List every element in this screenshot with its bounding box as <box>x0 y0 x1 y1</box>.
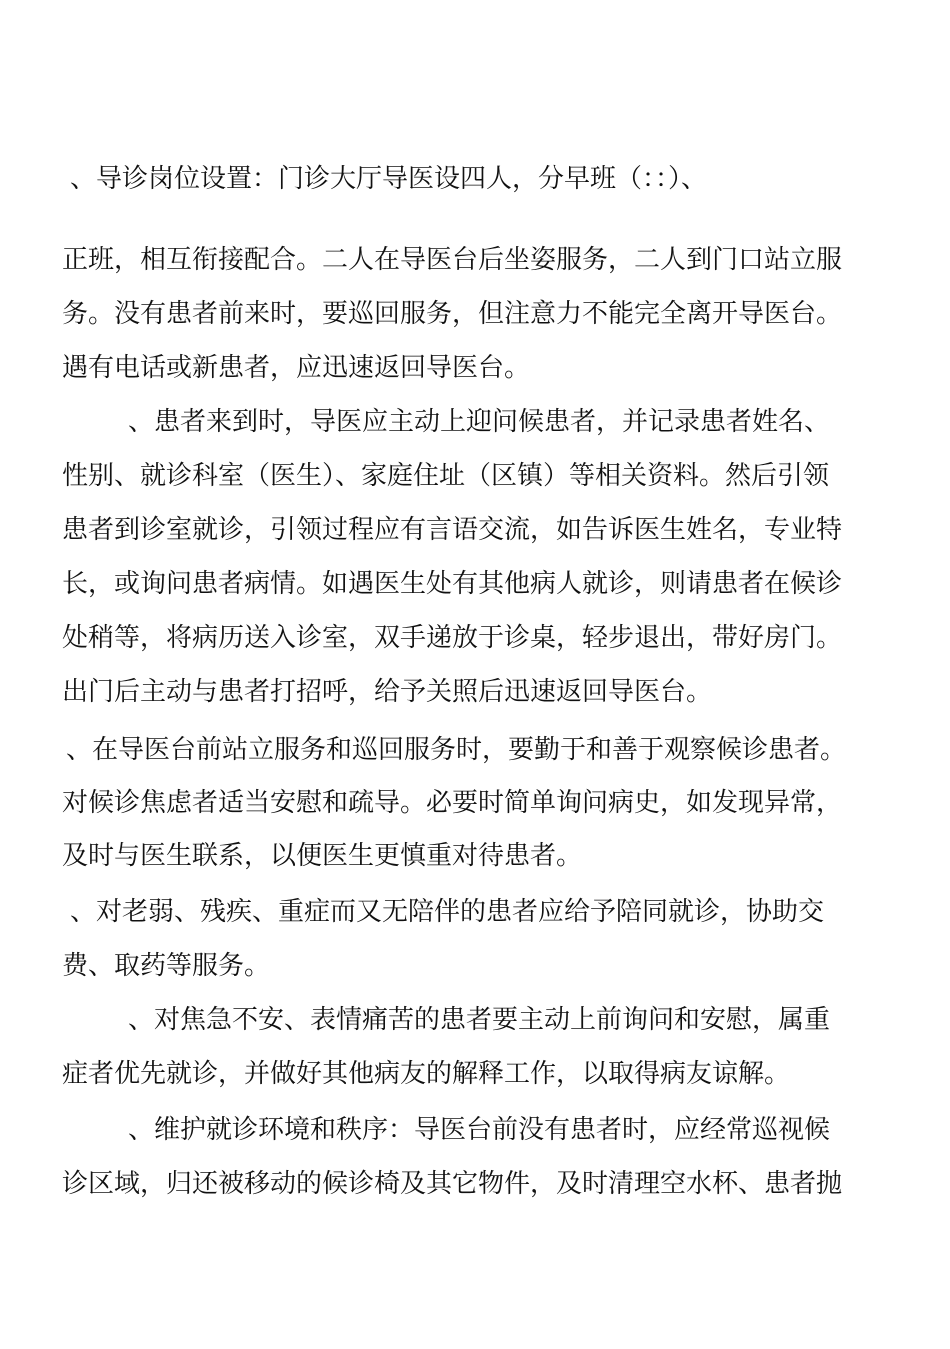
paragraph-1-line-4: 遇有电话或新患者，应迅速返回导医台。 <box>62 353 531 383</box>
paragraph-3-line-1: 、在导医台前站立服务和巡回服务时，要勤于和善于观察候诊患者。 <box>66 735 847 765</box>
paragraph-3-line-2: 对候诊焦虑者适当安慰和疏导。必要时简单询问病史，如发现异常， <box>62 788 843 818</box>
paragraph-6-line-1: 、维护就诊环境和秩序：导医台前没有患者时，应经常巡视候 <box>128 1115 831 1145</box>
paragraph-2-line-3: 患者到诊室就诊，引领过程应有言语交流，如告诉医生姓名，专业特 <box>62 515 843 545</box>
paragraph-2-line-1: 、患者来到时，导医应主动上迎问候患者，并记录患者姓名、 <box>128 407 831 437</box>
paragraph-2-line-6: 出门后主动与患者打招呼，给予关照后迅速返回导医台。 <box>62 677 713 707</box>
paragraph-1-line-1: 、导诊岗位设置：门诊大厅导医设四人，分早班（：：）、 <box>70 164 708 194</box>
paragraph-5-line-2: 症者优先就诊，并做好其他病友的解释工作，以取得病友谅解。 <box>62 1059 791 1089</box>
paragraph-1-line-3: 务。没有患者前来时，要巡回服务，但注意力不能完全离开导医台。 <box>62 299 843 329</box>
paragraph-4-line-2: 费、取药等服务。 <box>62 951 271 981</box>
paragraph-2-line-2: 性别、就诊科室（医生）、家庭住址（区镇）等相关资料。然后引领 <box>62 461 830 491</box>
paragraph-2-line-5: 处稍等，将病历送入诊室，双手递放于诊桌，轻步退出，带好房门。 <box>62 623 843 653</box>
paragraph-4-line-1: 、对老弱、残疾、重症而又无陪伴的患者应给予陪同就诊，协助交 <box>70 897 825 927</box>
paragraph-6-line-2: 诊区域，归还被移动的候诊椅及其它物件，及时清理空水杯、患者抛 <box>62 1169 843 1199</box>
paragraph-3-line-3: 及时与医生联系，以便医生更慎重对待患者。 <box>62 841 583 871</box>
paragraph-5-line-1: 、对焦急不安、表情痛苦的患者要主动上前询问和安慰，属重 <box>128 1005 831 1035</box>
paragraph-2-line-4: 长，或询问患者病情。如遇医生处有其他病人就诊，则请患者在候诊 <box>62 569 843 599</box>
paragraph-1-line-2: 正班，相互衔接配合。二人在导医台后坐姿服务，二人到门口站立服 <box>62 245 843 275</box>
